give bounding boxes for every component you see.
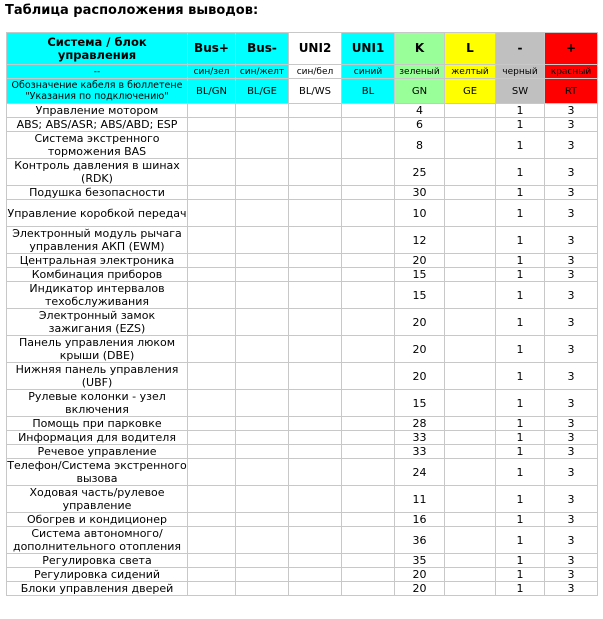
cell-bus-minus: [236, 363, 289, 390]
cell-bus-plus: [188, 554, 236, 568]
cell-bus-minus: [236, 568, 289, 582]
cell-minus: 1: [496, 200, 545, 227]
cell-uni2: [289, 431, 342, 445]
cell-k: 20: [395, 363, 445, 390]
cell-plus: 3: [545, 527, 598, 554]
cell-bus-plus: [188, 527, 236, 554]
cell-uni1: [342, 390, 395, 417]
header-row: [7, 33, 598, 65]
cell-system: Управление коробкой передач: [7, 200, 188, 227]
cell-l: [445, 459, 496, 486]
cell-bus-minus: [236, 186, 289, 200]
cell-bus-plus: [188, 200, 236, 227]
cell-l: [445, 132, 496, 159]
cell-uni2: [289, 527, 342, 554]
cell-k: 33: [395, 431, 445, 445]
cell-k: 20: [395, 582, 445, 596]
table-row: [7, 527, 598, 554]
cell-uni2: [289, 254, 342, 268]
cell-system: Комбинация приборов: [7, 268, 188, 282]
cell-uni1: [342, 459, 395, 486]
cell-bus-minus: [236, 582, 289, 596]
table-row: [7, 104, 598, 118]
cell-minus: 1: [496, 118, 545, 132]
cell-minus: 1: [496, 132, 545, 159]
table-row: [7, 554, 598, 568]
cell-bus-minus: [236, 200, 289, 227]
cable-code-row: [7, 79, 598, 104]
cell-bus-minus: [236, 227, 289, 254]
color-k: зеленый: [395, 65, 445, 79]
cell-l: [445, 486, 496, 513]
cell-plus: 3: [545, 268, 598, 282]
cell-k: 6: [395, 118, 445, 132]
table-row: [7, 445, 598, 459]
cell-plus: 3: [545, 486, 598, 513]
cell-plus: 3: [545, 227, 598, 254]
cell-minus: 1: [496, 363, 545, 390]
cell-system: Система экстренного торможения BAS: [7, 132, 188, 159]
cell-uni1: [342, 309, 395, 336]
table-row: [7, 227, 598, 254]
code-minus: SW: [496, 79, 545, 104]
cell-k: 20: [395, 336, 445, 363]
cell-l: [445, 159, 496, 186]
cell-bus-plus: [188, 282, 236, 309]
cell-bus-plus: [188, 186, 236, 200]
table-row: [7, 200, 598, 227]
code-bus-plus: BL/GN: [188, 79, 236, 104]
cell-bus-minus: [236, 431, 289, 445]
cell-l: [445, 554, 496, 568]
color-uni2: син/бел: [289, 65, 342, 79]
wire-color-row: [7, 65, 598, 79]
cell-system: Блоки управления дверей: [7, 582, 188, 596]
pinout-table: [6, 32, 598, 596]
cell-l: [445, 513, 496, 527]
cell-bus-minus: [236, 104, 289, 118]
header-bus-minus: Bus-: [236, 33, 289, 65]
cell-plus: 3: [545, 132, 598, 159]
cell-minus: 1: [496, 513, 545, 527]
cell-minus: 1: [496, 568, 545, 582]
table-row: [7, 513, 598, 527]
cell-k: 12: [395, 227, 445, 254]
table-row: [7, 268, 598, 282]
cell-plus: 3: [545, 568, 598, 582]
cell-plus: 3: [545, 431, 598, 445]
cell-plus: 3: [545, 459, 598, 486]
cell-uni1: [342, 554, 395, 568]
cell-system: Телефон/Система экстренного вызова: [7, 459, 187, 485]
cell-minus: 1: [496, 417, 545, 431]
cell-bus-minus: [236, 417, 289, 431]
cell-k: 20: [395, 309, 445, 336]
cell-plus: 3: [545, 200, 598, 227]
table-row: [7, 363, 598, 390]
cell-uni2: [289, 282, 342, 309]
cell-l: [445, 417, 496, 431]
cell-bus-minus: [236, 132, 289, 159]
cell-system: Индикатор интервалов техобслуживания: [7, 282, 188, 309]
header-plus: +: [545, 33, 598, 65]
cell-k: 15: [395, 268, 445, 282]
color-minus: черный: [496, 65, 545, 79]
cell-bus-minus: [236, 527, 289, 554]
cell-k: 33: [395, 445, 445, 459]
cell-system: Рулевые колонки - узел включения: [7, 390, 188, 417]
cell-system: Регулировка света: [7, 554, 188, 568]
cell-minus: 1: [496, 309, 545, 336]
cell-uni2: [289, 227, 342, 254]
cell-plus: 3: [545, 417, 598, 431]
code-plus: RT: [545, 79, 598, 104]
cell-l: [445, 186, 496, 200]
cell-k: 28: [395, 417, 445, 431]
table-row: [7, 132, 598, 159]
table-row: [7, 390, 598, 417]
cell-system: Электронный замок зажигания (EZS): [7, 309, 188, 336]
cell-l: [445, 336, 496, 363]
color-l: желтый: [445, 65, 496, 79]
header-minus: -: [496, 33, 545, 65]
header-bus-plus: Bus+: [188, 33, 236, 65]
cell-bus-minus: [236, 268, 289, 282]
cell-uni1: [342, 132, 395, 159]
cell-uni1: [342, 445, 395, 459]
cell-uni1: [342, 104, 395, 118]
table-row: [7, 254, 598, 268]
cell-l: [445, 582, 496, 596]
cell-minus: 1: [496, 282, 545, 309]
cell-uni2: [289, 186, 342, 200]
cell-uni1: [342, 268, 395, 282]
cell-plus: 3: [545, 582, 598, 596]
cell-plus: 3: [545, 513, 598, 527]
cell-bus-minus: [236, 118, 289, 132]
cell-plus: 3: [545, 309, 598, 336]
cell-uni1: [342, 200, 395, 227]
cell-bus-minus: [236, 336, 289, 363]
page-title: Таблица расположения выводов:: [5, 3, 259, 18]
cell-uni2: [289, 390, 342, 417]
cell-bus-plus: [188, 336, 236, 363]
cell-k: 4: [395, 104, 445, 118]
cell-bus-plus: [188, 417, 236, 431]
cell-bus-minus: [236, 159, 289, 186]
cell-k: 15: [395, 390, 445, 417]
cell-plus: 3: [545, 186, 598, 200]
header-uni1: UNI1: [342, 33, 395, 65]
cell-bus-minus: [236, 486, 289, 513]
cell-plus: 3: [545, 159, 598, 186]
cell-minus: 1: [496, 227, 545, 254]
cell-bus-plus: [188, 431, 236, 445]
cell-minus: 1: [496, 582, 545, 596]
table-row: [7, 186, 598, 200]
cell-minus: 1: [496, 431, 545, 445]
cell-bus-minus: [236, 309, 289, 336]
cell-bus-plus: [188, 159, 236, 186]
cell-minus: 1: [496, 268, 545, 282]
cell-system: Ходовая часть/рулевое управление: [7, 486, 188, 513]
cell-uni2: [289, 459, 342, 486]
cell-uni2: [289, 582, 342, 596]
cell-l: [445, 227, 496, 254]
cell-minus: 1: [496, 104, 545, 118]
cell-minus: 1: [496, 186, 545, 200]
cell-bus-plus: [188, 254, 236, 268]
color-bus-minus: син/желт: [236, 65, 289, 79]
cell-minus: 1: [496, 554, 545, 568]
cell-minus: 1: [496, 159, 545, 186]
cell-l: [445, 390, 496, 417]
cell-k: 24: [395, 459, 445, 486]
cell-system: Система автономного/дополнительного отопления: [7, 527, 188, 554]
cell-system: ABS; ABS/ASR; ABS/ABD; ESP: [7, 118, 188, 132]
cell-bus-plus: [188, 390, 236, 417]
cell-uni1: [342, 582, 395, 596]
cell-bus-minus: [236, 554, 289, 568]
cell-k: 35: [395, 554, 445, 568]
cell-uni2: [289, 486, 342, 513]
cell-bus-plus: [188, 486, 236, 513]
cell-uni2: [289, 445, 342, 459]
cell-k: 30: [395, 186, 445, 200]
cell-l: [445, 254, 496, 268]
cell-system: Помощь при парковке: [7, 417, 188, 431]
cell-uni1: [342, 282, 395, 309]
header-l: L: [445, 33, 496, 65]
cell-bus-plus: [188, 513, 236, 527]
cell-k: 25: [395, 159, 445, 186]
cell-system: Центральная электроника: [7, 254, 188, 268]
cell-plus: 3: [545, 554, 598, 568]
cell-plus: 3: [545, 390, 598, 417]
cell-uni1: [342, 254, 395, 268]
code-system: Обозначение кабеля в бюллетене "Указания по подключению": [7, 79, 188, 104]
cell-l: [445, 527, 496, 554]
cell-system: Электронный модуль рычага управления АКП (EWM): [7, 227, 188, 254]
cell-system: Информация для водителя: [7, 431, 188, 445]
cell-k: 20: [395, 568, 445, 582]
cell-minus: 1: [496, 254, 545, 268]
cell-uni2: [289, 104, 342, 118]
cell-uni1: [342, 486, 395, 513]
cell-k: 36: [395, 527, 445, 554]
cell-plus: 3: [545, 104, 598, 118]
cell-uni1: [342, 227, 395, 254]
code-uni1: BL: [342, 79, 395, 104]
cell-uni1: [342, 118, 395, 132]
code-uni2: BL/WS: [289, 79, 342, 104]
cell-l: [445, 282, 496, 309]
cell-bus-minus: [236, 459, 289, 486]
cell-bus-plus: [188, 582, 236, 596]
cell-plus: 3: [545, 282, 598, 309]
code-bus-minus: BL/GE: [236, 79, 289, 104]
table-row: [7, 309, 598, 336]
code-k: GN: [395, 79, 445, 104]
cell-bus-minus: [236, 390, 289, 417]
color-plus: красный: [545, 65, 598, 79]
cell-system: Панель управления люком крыши (DBE): [7, 336, 188, 363]
cell-minus: 1: [496, 527, 545, 554]
cell-system: Регулировка сидений: [7, 568, 188, 582]
cell-bus-plus: [188, 309, 236, 336]
cell-l: [445, 431, 496, 445]
cell-uni2: [289, 118, 342, 132]
table-body: [7, 104, 598, 596]
cell-uni1: [342, 527, 395, 554]
cell-bus-minus: [236, 513, 289, 527]
table-row: [7, 159, 598, 186]
cell-uni1: [342, 159, 395, 186]
cell-minus: 1: [496, 459, 545, 486]
cell-bus-plus: [188, 104, 236, 118]
cell-l: [445, 363, 496, 390]
cell-bus-plus: [188, 118, 236, 132]
header-system: Система / блок управления: [7, 33, 188, 65]
table-row: [7, 459, 598, 486]
table-row: [7, 582, 598, 596]
cell-uni2: [289, 554, 342, 568]
cell-uni1: [342, 513, 395, 527]
cell-minus: 1: [496, 390, 545, 417]
cell-bus-minus: [236, 445, 289, 459]
cell-k: 11: [395, 486, 445, 513]
cell-uni1: [342, 417, 395, 431]
cell-k: 20: [395, 254, 445, 268]
cell-l: [445, 118, 496, 132]
cell-plus: 3: [545, 336, 598, 363]
table-row: [7, 431, 598, 445]
cell-plus: 3: [545, 363, 598, 390]
cell-uni1: [342, 363, 395, 390]
cell-plus: 3: [545, 254, 598, 268]
cell-uni1: [342, 568, 395, 582]
cell-bus-plus: [188, 363, 236, 390]
header-uni2: UNI2: [289, 33, 342, 65]
header-k: K: [395, 33, 445, 65]
table-header: [7, 33, 598, 104]
cell-k: 10: [395, 200, 445, 227]
cell-k: 15: [395, 282, 445, 309]
cell-system: Контроль давления в шинах (RDK): [7, 159, 188, 186]
cell-uni2: [289, 513, 342, 527]
cell-uni1: [342, 186, 395, 200]
cell-system: Подушка безопасности: [7, 186, 188, 200]
cell-l: [445, 445, 496, 459]
cell-system: Речевое управление: [7, 445, 188, 459]
cell-uni1: [342, 336, 395, 363]
cell-bus-plus: [188, 445, 236, 459]
cell-bus-plus: [188, 459, 236, 486]
table-row: [7, 417, 598, 431]
cell-l: [445, 104, 496, 118]
cell-uni2: [289, 417, 342, 431]
table-row: [7, 118, 598, 132]
cell-uni2: [289, 132, 342, 159]
table-row: [7, 336, 598, 363]
cell-system: Управление мотором: [7, 104, 188, 118]
cell-k: 16: [395, 513, 445, 527]
cell-uni2: [289, 309, 342, 336]
cell-bus-plus: [188, 132, 236, 159]
cell-system: Обогрев и кондиционер: [7, 513, 188, 527]
table-row: [7, 486, 598, 513]
cell-k: 8: [395, 132, 445, 159]
cell-uni2: [289, 336, 342, 363]
cell-uni2: [289, 363, 342, 390]
cell-uni2: [289, 268, 342, 282]
cell-uni2: [289, 568, 342, 582]
cell-plus: 3: [545, 118, 598, 132]
cell-l: [445, 200, 496, 227]
cell-uni2: [289, 200, 342, 227]
cell-minus: 1: [496, 445, 545, 459]
table-row: [7, 282, 598, 309]
cell-bus-minus: [236, 254, 289, 268]
cell-bus-minus: [236, 282, 289, 309]
table-row: [7, 568, 598, 582]
cell-system: Нижняя панель управления (UBF): [7, 363, 188, 390]
cell-l: [445, 268, 496, 282]
cell-l: [445, 568, 496, 582]
cell-uni1: [342, 431, 395, 445]
color-uni1: синий: [342, 65, 395, 79]
cell-minus: 1: [496, 486, 545, 513]
cell-bus-plus: [188, 227, 236, 254]
cell-bus-plus: [188, 568, 236, 582]
cell-minus: 1: [496, 336, 545, 363]
cell-bus-plus: [188, 268, 236, 282]
color-bus-plus: син/зел: [188, 65, 236, 79]
cell-plus: 3: [545, 445, 598, 459]
cell-l: [445, 309, 496, 336]
cell-uni2: [289, 159, 342, 186]
color-system: --: [7, 65, 188, 79]
code-l: GE: [445, 79, 496, 104]
